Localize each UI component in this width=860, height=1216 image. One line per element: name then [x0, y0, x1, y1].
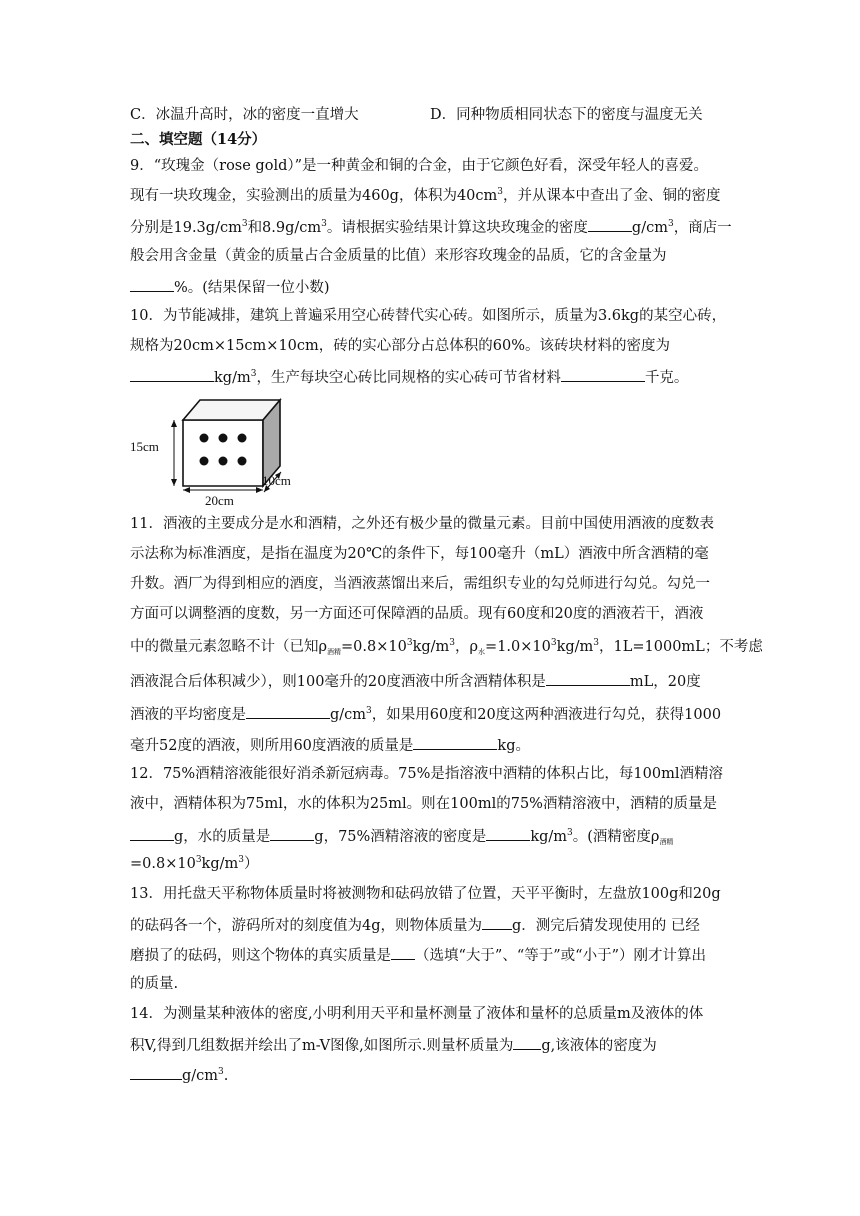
subscript: 酒精 — [659, 838, 674, 846]
q11-line-3: 升数。酒厂为得到相应的酒度，当酒液蒸馏出来后，需组织专业的勾兑师进行勾兑。勾兑一 — [130, 576, 710, 592]
q12-text: g，水的质量是 — [174, 829, 271, 845]
q14-line-1: 14．为测量某种液体的密度,小明利用天平和量杯测量了液体和量杯的总质量m及液体的体 — [130, 1006, 704, 1022]
q11-text: ，如果用60度和20度这两种酒液进行勾兑，获得1000 — [371, 707, 722, 723]
subscript: 水 — [478, 648, 486, 656]
q11-line-7 — [130, 703, 721, 725]
brick-front-face — [183, 420, 263, 486]
q11-line-1: 11．酒液的主要成分是水和酒精，之外还有极少量的微量元素。目前中国使用酒液的度数表 — [130, 516, 714, 532]
q12-line-4 — [130, 854, 258, 874]
q10-line-1: 10．为节能减排，建筑上普遍采用空心砖替代实心砖。如图所示，质量为3.6kg的某空心砖， — [130, 308, 727, 324]
answer-blank[interactable] — [130, 1064, 182, 1080]
superscript: 3 — [667, 219, 674, 229]
q12-line-2: 液中，酒精体积为75ml，水的体积为25ml。则在100ml的75%酒精溶液中，酒精的质量是 — [130, 796, 717, 812]
q13-line-3 — [130, 944, 706, 966]
q11-line-5 — [130, 637, 763, 657]
q8-options-row — [130, 105, 703, 125]
q11-text: =1.0×10 — [485, 639, 551, 655]
q11-text: kg/m — [556, 639, 594, 655]
q11-text: 中的微量元素忽略不计（已知ρ — [130, 639, 328, 655]
answer-blank[interactable] — [561, 366, 645, 382]
brick-hole — [200, 434, 209, 443]
q14-line-2 — [130, 1034, 657, 1056]
q11-text: mL，20度 — [629, 674, 701, 690]
q10-line-3 — [130, 366, 688, 388]
brick-hole — [219, 434, 228, 443]
q14-text: 积V,得到几组数据并绘出了m-V图像,如图所示.则量杯质量为 — [130, 1038, 514, 1054]
superscript: 3 — [366, 706, 372, 716]
q13-text: （选填“大于”、“等于”或“小于”）刚才计算出 — [415, 948, 706, 964]
subscript: 酒精 — [327, 648, 342, 656]
q9-text: 现有一块玫瑰金，实验测出的质量为460g，体积为40cm — [130, 188, 498, 204]
q12-text: g，75%酒精溶液的密度是 — [314, 829, 487, 845]
height-label: 15cm — [130, 439, 159, 454]
q14-line-3 — [130, 1064, 228, 1086]
q11-line-6 — [130, 670, 701, 692]
q9-line-2 — [130, 186, 721, 206]
q9-line-5 — [130, 276, 330, 298]
superscript: 3 — [195, 855, 202, 865]
q13-text: 的砝码各一个，游码所对的刻度值为4g，则物体质量为 — [130, 918, 483, 934]
answer-blank[interactable] — [482, 914, 512, 930]
q12-line-1: 12．75%酒精溶液能很好消杀新冠病毒。75%是指溶液中酒精的体积占比，每100ml酒精溶 — [130, 766, 723, 782]
answer-blank[interactable] — [130, 366, 214, 382]
answer-blank[interactable] — [130, 276, 174, 292]
q8-option-d: D．同种物质相同状态下的密度与温度无关 — [430, 107, 703, 123]
q11-line-2: 示法称为标准酒度，是指在温度为20℃的条件下，每100毫升（mL）酒液中所含酒精的毫 — [130, 546, 709, 562]
brick-figure — [128, 388, 308, 508]
q12-text: 。(酒精密度ρ — [572, 829, 660, 845]
q10-text: 千克。 — [644, 370, 689, 386]
answer-blank[interactable] — [513, 1034, 541, 1050]
q11-text: g/cm — [330, 707, 367, 723]
q9-text: ，商店一 — [673, 220, 732, 236]
brick-hole — [219, 457, 228, 466]
q11-line-4: 方面可以调整酒的度数，另一方面还可保障酒的品质。现有60度和20度的酒液若干，酒液 — [130, 606, 704, 622]
answer-blank[interactable] — [588, 216, 632, 232]
answer-blank[interactable] — [391, 944, 415, 960]
superscript: 3 — [550, 638, 557, 648]
q12-text: =0.8×10 — [130, 856, 196, 872]
section-2-title: 二、填空题（14分） — [130, 131, 267, 148]
answer-blank[interactable] — [246, 703, 330, 719]
superscript: 3 — [218, 1067, 224, 1077]
q13-text: g．测完后猜发现使用的 已经 — [512, 918, 700, 934]
q9-text: 和8.9g/cm — [247, 220, 322, 236]
q11-text: 酒液的平均密度是 — [130, 707, 246, 723]
brick-hole — [238, 457, 247, 466]
answer-blank[interactable] — [546, 670, 630, 686]
arrow-head — [183, 487, 190, 493]
arrow-head — [171, 479, 177, 486]
q9-line-3 — [130, 216, 732, 238]
q9-line-4: 般会用含金量（黄金的质量占合金质量的比值）来形容玫瑰金的品质，它的含金量为 — [130, 248, 667, 264]
superscript: 3 — [497, 187, 504, 197]
brick-hole — [238, 434, 247, 443]
q9-text: ，并从课本中查出了金、铜的密度 — [503, 188, 721, 204]
superscript: 3 — [593, 638, 600, 648]
superscript: 3 — [238, 855, 244, 865]
q9-text: 。请根据实验结果计算这块玫瑰金的密度 — [326, 220, 588, 236]
q10-text: kg/m — [214, 370, 251, 386]
answer-blank[interactable] — [413, 734, 497, 750]
q9-text: g/cm — [631, 220, 668, 236]
q12-text: kg/m — [201, 856, 239, 872]
q12-line-3 — [130, 825, 673, 847]
q11-text: =0.8×10 — [341, 639, 407, 655]
answer-blank[interactable] — [486, 825, 530, 841]
superscript: 3 — [250, 369, 257, 379]
q13-text: 磨损了的砝码，则这个物体的真实质量是 — [130, 948, 391, 964]
answer-blank[interactable] — [270, 825, 314, 841]
q14-text: . — [223, 1068, 229, 1084]
q11-text: 毫升52度的酒液，则所用60度酒液的质量是 — [130, 738, 414, 754]
q13-line-1: 13．用托盘天平称物体质量时将被测物和砝码放错了位置，天平平衡时，左盘放100g和20g — [130, 886, 721, 902]
superscript: 3 — [241, 219, 248, 229]
q9-text: %。(结果保留一位小数) — [174, 280, 330, 296]
q14-text: g/cm — [182, 1068, 219, 1084]
depth-label: 10cm — [262, 473, 291, 488]
q9-line-1: 9．“玫瑰金（rose gold）”是一种黄金和铜的合金，由于它颜色好看，深受年轻人的喜爱。 — [130, 158, 709, 174]
q12-text: ） — [243, 856, 259, 872]
q11-line-8 — [130, 734, 530, 756]
q13-line-4: 的质量. — [130, 976, 179, 992]
q11-text: kg。 — [497, 738, 530, 754]
q11-text: ，1L=1000mL；不考虑 — [599, 639, 763, 655]
arrow-head — [171, 420, 177, 427]
q11-text: ，ρ — [455, 639, 479, 655]
answer-blank[interactable] — [130, 825, 174, 841]
q11-text: kg/m — [412, 639, 450, 655]
q14-text: g,该液体的密度为 — [541, 1038, 657, 1054]
q9-text: 分别是19.3g/cm — [130, 220, 242, 236]
superscript: 3 — [406, 638, 413, 648]
width-label: 20cm — [205, 493, 234, 508]
q12-text: kg/m — [530, 829, 568, 845]
q11-text: 酒液混合后体积减少），则100毫升的20度酒液中所含酒精体积是 — [130, 674, 546, 690]
q10-line-2: 规格为20cm×15cm×10cm，砖的实心部分占总体积的60%。该砖块材料的密度为 — [130, 338, 670, 354]
q10-text: ，生产每块空心砖比同规格的实心砖可节省材料 — [256, 370, 561, 386]
superscript: 3 — [449, 638, 456, 648]
q13-line-2 — [130, 914, 700, 936]
brick-hole — [200, 457, 209, 466]
superscript: 3 — [567, 828, 573, 838]
superscript: 3 — [321, 219, 327, 229]
q8-option-c: C．冰温升高时，冰的密度一直增大 — [130, 107, 359, 123]
